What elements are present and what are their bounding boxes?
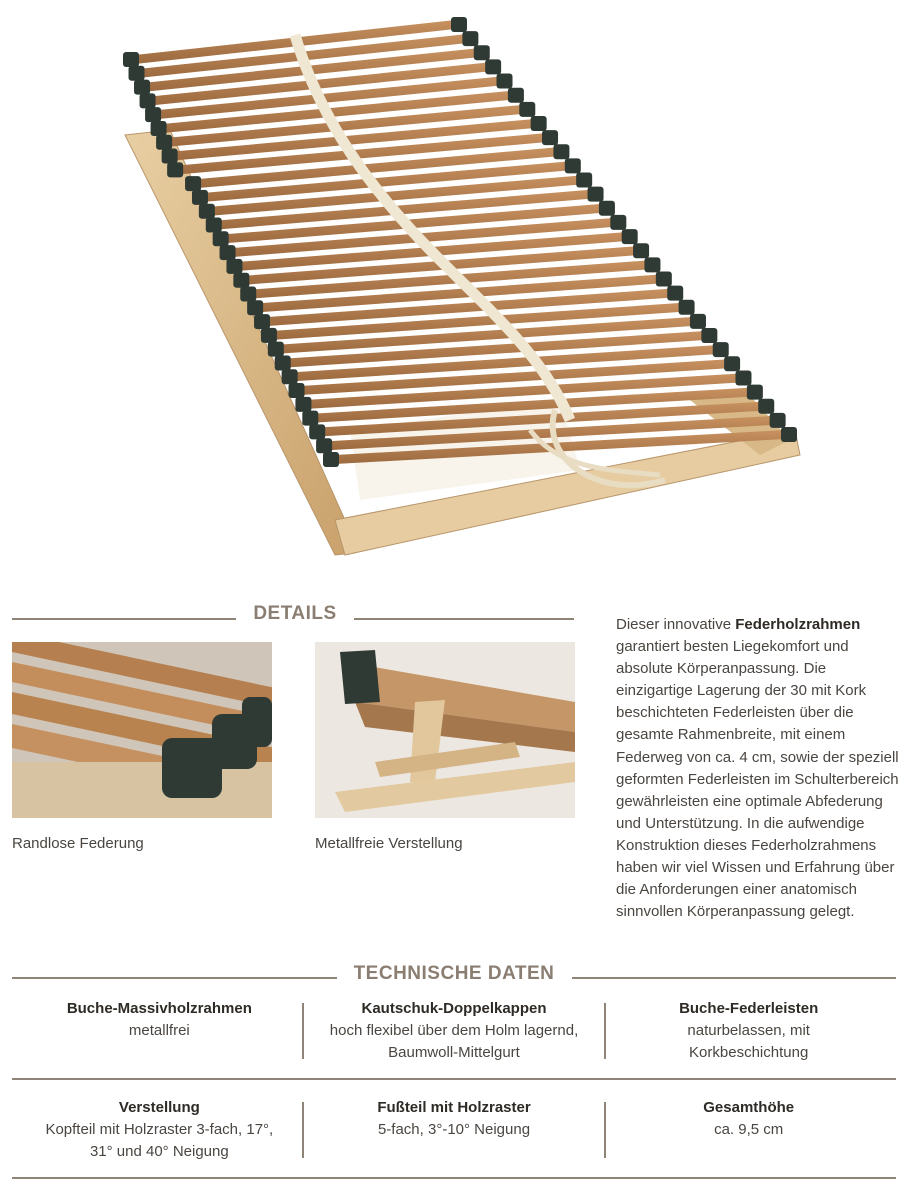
slat-cap-right	[451, 17, 467, 32]
slat-cap-left	[220, 245, 236, 260]
spec-item	[601, 1097, 896, 1163]
spec-text: 5-fach, 3°-10° Neigung	[377, 1121, 531, 1138]
details-title: DETAILS	[253, 603, 337, 624]
tech-row-1	[12, 998, 896, 1064]
spec-item	[307, 1097, 602, 1163]
slat-cap-left	[268, 342, 284, 357]
slat-cap-right	[474, 45, 490, 60]
description-body: garantiert besten Liegekomfort und absolute Körperanpassung. Die einzigartige Lagerung der 30 mit Kork beschichteten Federleisten über die gesamte Rahmenbreite, mit einem Federweg von ca. 4 cm, sowie der speziell geformten Federleisten im Schulterbereich gewährleisten eine optimale Abfederung und Unterstützung. In die aufwendige Konstruktion dieses Federholzrahmens haben wir viel Wissen und Erfahrung über die Anforderungen einer anatomisch sinnvollen Körperanpassung gelegt.	[616, 638, 899, 921]
slat-cap-left	[316, 438, 332, 453]
slat-cap-left	[247, 300, 263, 315]
slat-cap-left	[206, 218, 222, 233]
spec-heading: Fußteil mit Holzraster	[377, 1099, 531, 1116]
slat-cap-left	[275, 355, 291, 370]
slat-cap-right	[519, 102, 535, 117]
slat-cap-right	[497, 74, 513, 89]
spec-text: metallfrei	[128, 1022, 190, 1039]
slat-cap-right	[553, 144, 569, 159]
slat-cap-left	[156, 135, 172, 150]
slat-cap-left	[289, 383, 305, 398]
slat-cap-right	[747, 385, 763, 400]
slats-group	[123, 17, 797, 467]
slat-cap-right	[622, 229, 638, 244]
slat-cap-right	[679, 300, 695, 315]
slat-cap-left	[162, 149, 178, 164]
slat-cap-left	[254, 314, 270, 329]
slat-cap-right	[701, 328, 717, 343]
slat-cap-left	[151, 121, 167, 136]
slat-cap-right	[781, 427, 797, 442]
slat-cap-right	[565, 158, 581, 173]
slat-cap-left	[323, 452, 339, 467]
slat-cap-right	[633, 243, 649, 258]
spec-text: Kopfteil mit Holzraster 3-fach, 17°, 31° und 40° Neigung	[45, 1121, 274, 1160]
slat-cap-right	[462, 31, 478, 46]
slat-cap-left	[309, 424, 325, 439]
detail-image-randlose-federung	[12, 642, 272, 818]
spec-item	[12, 1097, 307, 1163]
slatted-frame-illustration	[0, 0, 907, 590]
slat-cap-right	[508, 88, 524, 103]
spec-divider	[302, 1102, 304, 1158]
spec-divider	[302, 1003, 304, 1059]
spec-heading: Kautschuk-Doppelkappen	[361, 1000, 547, 1017]
details-rule-right	[354, 618, 574, 620]
spec-divider	[604, 1003, 606, 1059]
spec-item	[601, 998, 896, 1064]
slat-cap-left	[145, 107, 161, 122]
slat-cap-left	[233, 273, 249, 288]
details-rule-left	[12, 618, 236, 620]
slat-cap-right	[690, 314, 706, 329]
slat-cap-left	[295, 397, 311, 412]
tech-row-2	[12, 1097, 896, 1163]
slat-cap-left	[123, 52, 139, 67]
slat-cap-right	[724, 356, 740, 371]
spec-heading: Buche-Federleisten	[679, 1000, 819, 1017]
spec-heading: Buche-Massivholzrahmen	[66, 1000, 252, 1017]
tech-rule-left	[12, 977, 337, 979]
tech-title: TECHNISCHE DATEN	[353, 963, 555, 984]
slat-cap-left	[167, 162, 183, 177]
slat-cap-right	[735, 370, 751, 385]
spec-item	[12, 998, 307, 1064]
spec-heading: Verstellung	[118, 1099, 200, 1116]
slat-cap-right	[713, 342, 729, 357]
slat-cap-right	[758, 399, 774, 414]
slat-cap-left	[213, 231, 229, 246]
spec-divider	[604, 1102, 606, 1158]
slat-cap-left	[302, 411, 318, 426]
slat-cap-right	[770, 413, 786, 428]
detail-image-metallfreie-verstellung	[315, 642, 575, 818]
slat-cap-left	[282, 369, 298, 384]
description-intro: Dieser innovative	[616, 616, 736, 633]
slat-cap-left	[140, 93, 156, 108]
tech-row-separator	[12, 1078, 896, 1080]
spec-heading: Gesamthöhe	[703, 1099, 795, 1116]
slat-cap-right	[576, 173, 592, 188]
spec-item	[307, 998, 602, 1064]
slat-cap-left	[261, 328, 277, 343]
slat-cap-right	[542, 130, 558, 145]
slat-cap-left	[240, 286, 256, 301]
slat-cap-left	[192, 190, 208, 205]
slat-cap-right	[644, 257, 660, 272]
caption-randlose-federung: Randlose Federung	[12, 835, 144, 852]
description-highlight: Federholzrahmen	[735, 616, 861, 633]
slat-cap-right	[485, 59, 501, 74]
slat-cap-left	[129, 66, 145, 81]
slat-cap-right	[667, 286, 683, 301]
slat-cap-left	[134, 80, 150, 95]
slat-cap-left	[185, 176, 201, 191]
tech-bottom-rule	[12, 1177, 896, 1179]
slat-cap-right	[610, 215, 626, 230]
slat-cap-left	[199, 204, 215, 219]
product-image	[0, 0, 907, 590]
caption-metallfreie-verstellung: Metallfreie Verstellung	[315, 835, 463, 852]
slat-cap-right	[531, 116, 547, 131]
spec-text: hoch flexibel über dem Holm lagernd, Baumwoll-Mittelgurt	[329, 1022, 579, 1061]
spec-text: naturbelassen, mit Korkbeschichtung	[687, 1022, 810, 1061]
tech-rule-right	[572, 977, 896, 979]
slat-cap-left	[226, 259, 242, 274]
spec-text: ca. 9,5 cm	[714, 1121, 784, 1138]
product-description	[616, 614, 901, 923]
slat-cap-right	[599, 201, 615, 216]
slat-cap-right	[588, 187, 604, 202]
slat-cap-right	[656, 271, 672, 286]
